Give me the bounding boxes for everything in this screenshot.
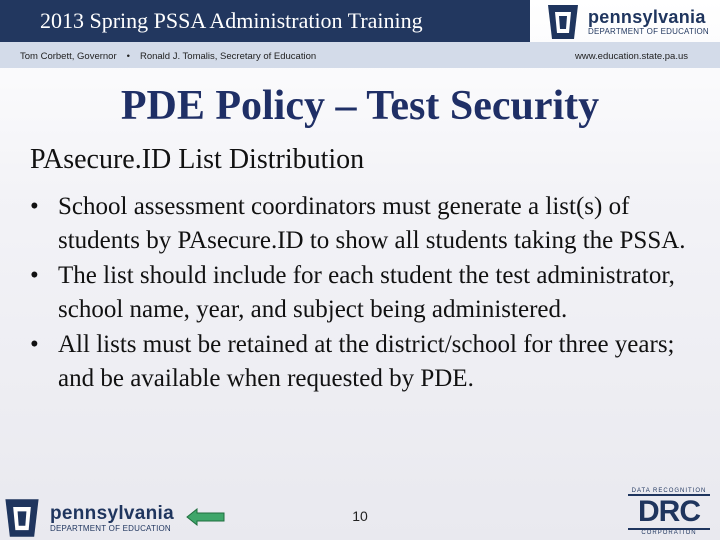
bullet-item [30, 190, 690, 257]
presentation-title: 2013 Spring PSSA Administration Training [0, 0, 530, 42]
page-number: 10 [352, 508, 368, 524]
keystone-icon [2, 497, 42, 539]
officials-bar [0, 42, 720, 68]
bullet-text: The list should include for each student the test administrator, school name, year, and subject being administered. [58, 262, 675, 323]
bullet-item [30, 259, 690, 326]
slide-subtitle: PAsecure.ID List Distribution [30, 144, 365, 175]
slide-title: PDE Policy – Test Security [120, 83, 600, 129]
governor-text: Tom Corbett, Governor [20, 51, 117, 62]
keystone-icon [546, 3, 580, 41]
header [0, 0, 720, 68]
bullet-item [30, 328, 690, 395]
drc-bottom-caption: CORPORATION [641, 530, 697, 536]
footer-logo-dept: DEPARTMENT OF EDUCATION [50, 523, 171, 533]
bullet-marker: • [30, 193, 39, 220]
drc-logo [628, 488, 710, 538]
drc-mark: DRC [628, 494, 710, 530]
left-arrow-icon[interactable] [186, 508, 226, 526]
bullet-marker: • [30, 331, 39, 358]
footer-logo-name: pennsylvania [50, 502, 174, 524]
logo-dept: DEPARTMENT OF EDUCATION [588, 27, 709, 36]
bullet-text: School assessment coordinators must generate a list(s) of students by PAsecure.ID to show all students taking the PSSA. [58, 193, 686, 254]
footer-pde-logo [2, 496, 174, 540]
bullet-marker: • [30, 262, 39, 289]
logo-name: pennsylvania [588, 7, 706, 27]
separator-dot: • [126, 51, 130, 62]
pde-logo [546, 2, 716, 42]
bullet-text: All lists must be retained at the district/school for three years; and be available when requested by PDE. [58, 331, 675, 392]
bullet-list [30, 190, 690, 397]
drc-top-caption: DATA RECOGNITION [631, 488, 707, 494]
website-url[interactable]: www.education.state.pa.us [574, 51, 688, 62]
secretary-text: Ronald J. Tomalis, Secretary of Education [139, 51, 317, 62]
